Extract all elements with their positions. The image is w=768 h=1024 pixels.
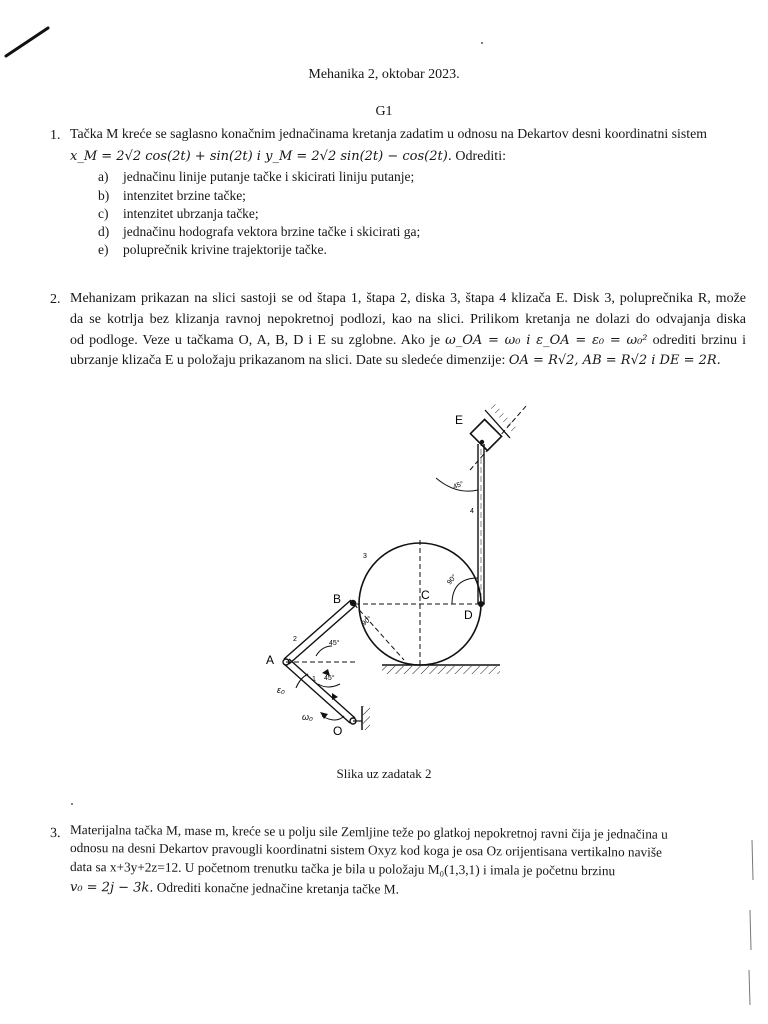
ground-support	[382, 665, 500, 674]
bar-2	[284, 600, 356, 664]
label-c: C	[421, 588, 430, 602]
exam-group: G1	[375, 104, 393, 119]
scan-edge-marks	[740, 820, 760, 1010]
problem-3-line-1: Materijalna tačka M, mase m, kreće se u polju sile Zemljine teže po glatkoj nepokretnoj ravni čija je jednačina u	[69, 822, 668, 842]
problem-2-line-2: da se kotrlja bez klizanja ravnoj nepokretnoj podlozi, kao na slici. Prilikom kretanja ne dolazi do odvajanja diska	[70, 312, 746, 327]
item-text: intenzitet ubrzanja tačke;	[123, 206, 259, 221]
angle-arc-right	[452, 578, 478, 604]
motion-equations: x_M = 2√2 cos(2t) + sin(2t) i y_M = 2√2 sin(2t) − cos(2t).	[70, 149, 452, 164]
label-disk-3: 3	[363, 553, 367, 560]
angle-arc-a	[318, 684, 340, 687]
item-text: jednačinu linije putanje tačke i skicirati liniju putanje;	[123, 169, 415, 184]
label-b: B	[333, 592, 342, 606]
item-letter: c)	[98, 206, 109, 221]
item-letter: d)	[98, 224, 110, 239]
problem-2-line-3-text: od podloge. Veze u tačkama O, A, B, D i E su zglobne. Ako je	[70, 333, 441, 348]
problem-1-determine: Odrediti:	[455, 149, 506, 164]
label-omega: ω₀	[302, 712, 313, 722]
joint-d	[478, 601, 484, 607]
label-epsilon: ε₀	[277, 685, 285, 695]
problem-2-line-4-text: ubrzanje klizača E u položaju prikazanom na slici. Date su sledeće dimenzije:	[70, 353, 506, 368]
problem-3-task: Odrediti konačne jednačine kretanja tačke M.	[156, 879, 400, 897]
item-letter: a)	[98, 169, 109, 184]
problem-3-line-3: data sa x+3y+2z=12. U početnom trenutku tačka je bila u položaju M₀(1,3,1) i imala je početnu brzinu	[69, 859, 616, 879]
problem-1-number: 1.	[50, 128, 61, 143]
item-letter: b)	[98, 188, 110, 203]
label-d: D	[464, 608, 473, 622]
problem-3-number: 3.	[49, 826, 61, 842]
label-angle-right: 90°	[446, 573, 459, 587]
arrow-head	[332, 693, 338, 700]
label-angle-a: 45°	[324, 675, 335, 682]
label-angle-b: 45°	[329, 640, 340, 647]
item-letter: e)	[98, 242, 109, 257]
support-o	[353, 706, 370, 730]
problem-1-line-1: Tačka M kreće se saglasno konačnim jednačinama kretanja zadatim u odnosu na Dekartov desni koordinatni sistem	[70, 126, 707, 141]
item-text: intenzitet brzine tačke;	[123, 188, 246, 203]
problem-2-line-1: Mehanizam prikazan na slici sastoji se od štapa 1, štapa 2, diska 3, štapa 4 klizača E. Disk 3, poluprečnika R, može	[70, 291, 746, 306]
label-a: A	[266, 653, 275, 667]
label-angle-top: 45°	[452, 480, 465, 491]
problem-3-line-4	[70, 879, 399, 898]
figure-caption: Slika uz zadatak 2	[336, 766, 432, 781]
joint-e	[480, 440, 484, 444]
label-angle-inner: 90°	[360, 615, 374, 628]
label-bar-4: 4	[470, 508, 474, 515]
exam-title: Mehanika 2, oktobar 2023.	[308, 67, 460, 82]
dimensions: OA = R√2, AB = R√2 i DE = 2R.	[508, 353, 721, 368]
item-text: jednačinu hodografa vektora brzine tačke i skicirati ga;	[123, 224, 421, 239]
label-o: O	[333, 724, 343, 738]
bar-1	[284, 659, 355, 723]
label-bar-1: 1	[312, 676, 316, 683]
label-e: E	[455, 413, 464, 427]
angular-quantities: ω_OA = ω₀ i ε_OA = ε₀ = ω₀²	[445, 333, 648, 348]
joint-b	[350, 600, 356, 606]
label-bar-2: 2	[293, 636, 297, 643]
initial-velocity: v₀ = 2j − 3k.	[69, 880, 154, 896]
problem-2-line-3-tail: odrediti brzinu i	[652, 333, 747, 348]
problem-3-line-2: odnosu na desni Dekartov pravougli koordinatni sistem Oxyz kod koga je osa Oz orijentisana vertikalno naviše	[69, 840, 662, 860]
disk-center-lines	[354, 540, 485, 668]
angle-arc-b	[316, 646, 332, 656]
problem-2-number: 2.	[50, 292, 61, 307]
item-text: poluprečnik krivine trajektorije tačke.	[123, 242, 327, 257]
